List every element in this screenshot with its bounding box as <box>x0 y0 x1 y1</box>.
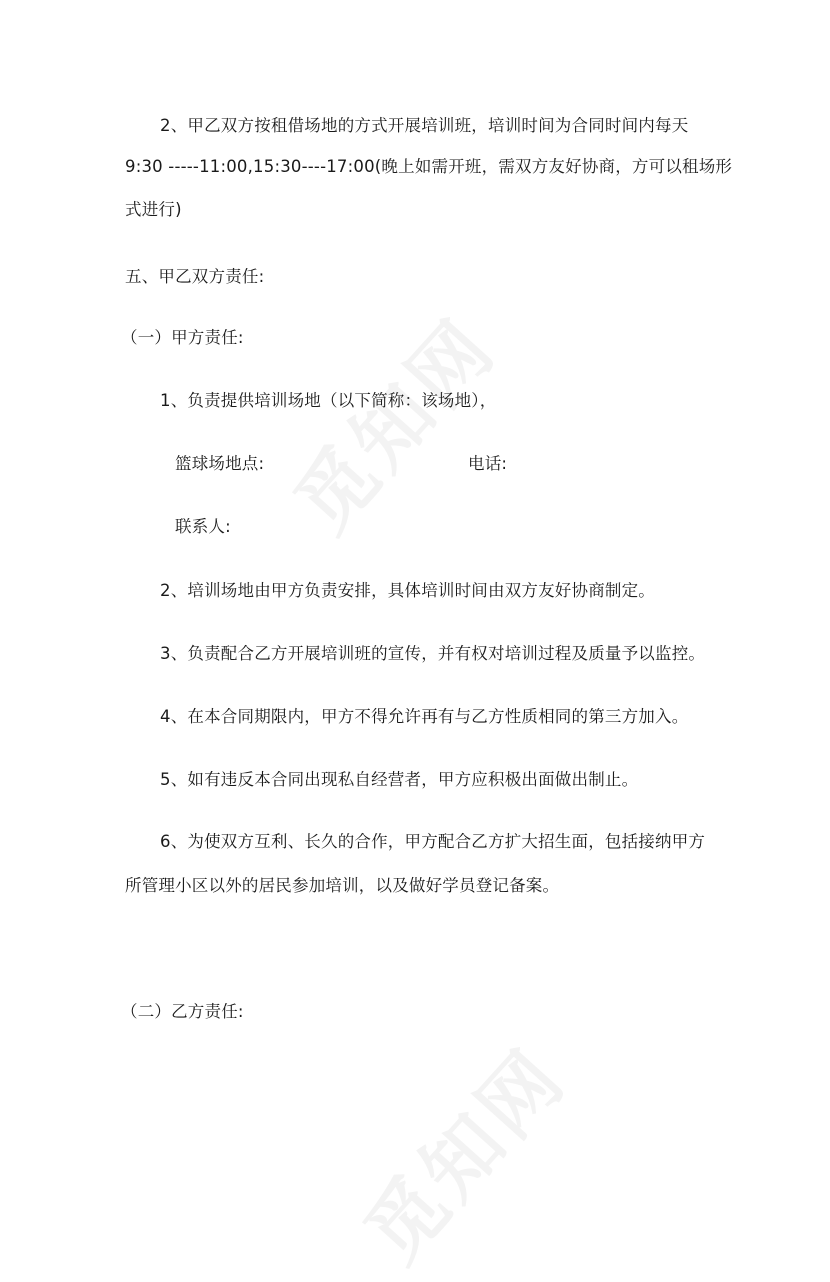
paragraph-line: 2、甲乙双方按租借场地的方式开展培训班，培训时间为合同时间内每天 <box>160 116 689 135</box>
list-item: 6、为使双方互利、长久的合作，甲方配合乙方扩大招生面，包括接纳甲方 <box>160 832 706 851</box>
section-heading: 五、甲乙双方责任: <box>125 267 265 286</box>
paragraph-line: 式进行) <box>125 200 182 219</box>
list-item: 5、如有违反本合同出现私自经营者，甲方应积极出面做出制止。 <box>160 770 639 789</box>
list-item: 1、负责提供培训场地（以下简称：该场地）， <box>160 391 497 410</box>
subsection-heading: （二）乙方责任: <box>121 1002 244 1021</box>
field-label-phone: 电话: <box>468 454 508 473</box>
paragraph-line: 9:30 -----11:00,15:30----17:00(晚上如需开班，需双方友好协商，方可以租场形 <box>125 157 733 176</box>
list-item-continuation: 所管理小区以外的居民参加培训，以及做好学员登记备案。 <box>125 876 560 895</box>
watermark-logo <box>335 1020 587 1282</box>
list-item: 2、培训场地由甲方负责安排，具体培训时间由双方友好协商制定。 <box>160 581 655 600</box>
field-label-location: 篮球场地点: <box>175 454 265 473</box>
field-label-contact: 联系人: <box>175 517 231 536</box>
list-item: 3、负责配合乙方开展培训班的宣传，并有权对培训过程及质量予以监控。 <box>160 644 706 663</box>
watermark-logo <box>265 290 517 552</box>
list-item: 4、在本合同期限内，甲方不得允许再有与乙方性质相同的第三方加入。 <box>160 707 689 726</box>
subsection-heading: （一）甲方责任: <box>121 328 244 347</box>
